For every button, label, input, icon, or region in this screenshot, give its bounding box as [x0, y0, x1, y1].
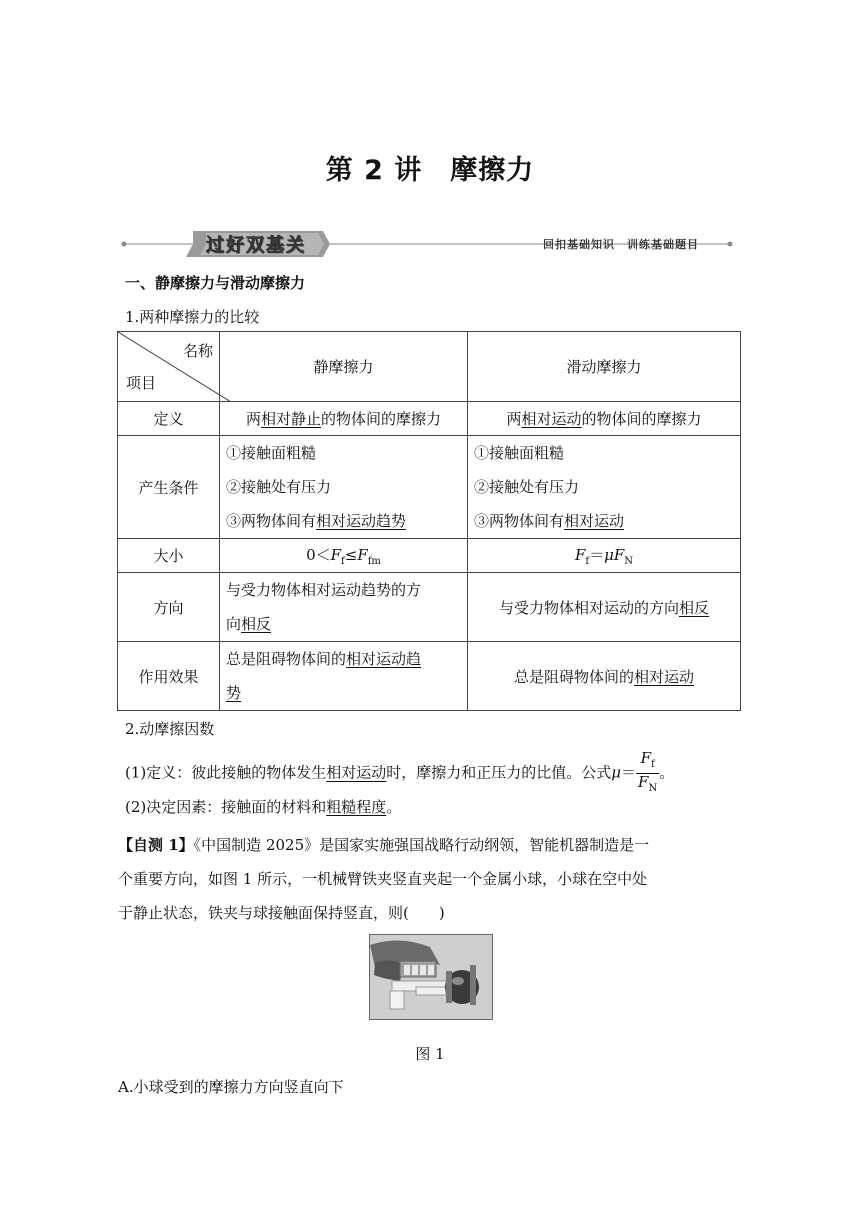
header-sliding: 滑动摩擦力 — [468, 332, 741, 402]
row-label: 产生条件 — [118, 436, 220, 539]
cell-sliding-conditions: ①接触面粗糙 ②接触处有压力 ③两物体间有相对运动 — [468, 436, 741, 539]
corner-label-item: 项目 — [126, 374, 157, 392]
subheading-coefficient: 2.动摩擦因数 — [125, 720, 215, 738]
table-row — [118, 436, 741, 539]
comparison-table — [117, 331, 741, 711]
paragraph-definition: (1)定义：彼此接触的物体发生相对运动时，摩擦力和正压力的比值。公式μ＝ $\frac{F_f}{F_N}$ 。 — [125, 750, 674, 797]
header-static: 静摩擦力 — [220, 332, 468, 402]
row-label: 大小 — [118, 539, 220, 573]
subheading-comparison: 1.两种摩擦力的比较 — [125, 308, 260, 326]
row-label: 定义 — [118, 402, 220, 436]
banner-title: 过好双基关 — [206, 235, 306, 256]
option-a: A.小球受到的摩擦力方向竖直向下 — [118, 1078, 344, 1096]
section-banner — [118, 230, 738, 258]
table-row — [118, 539, 741, 573]
cell-static-effect: 总是阻碍物体间的相对运动趋 势 — [220, 642, 468, 711]
cell-sliding-definition: 两相对运动的物体间的摩擦力 — [468, 402, 741, 436]
row-label: 作用效果 — [118, 642, 220, 711]
paragraph-factors: (2)决定因素：接触面的材料和粗糙程度。 — [125, 798, 402, 816]
row-label: 方向 — [118, 573, 220, 642]
cell-static-conditions: ①接触面粗糙 ②接触处有压力 ③两物体间有相对运动趋势 — [220, 436, 468, 539]
table-row — [118, 642, 741, 711]
banner-subtitle: 回扣基础知识 训练基础题目 — [543, 238, 699, 251]
cell-static-definition: 两相对静止的物体间的摩擦力 — [220, 402, 468, 436]
corner-label-name: 名称 — [182, 342, 213, 360]
question-tag: 【自测 1】 — [118, 836, 194, 854]
cell-static-magnitude: $0<F_f\le F_{fm}$ — [220, 539, 468, 573]
cell-sliding-direction: 与受力物体相对运动的方向相反 — [468, 573, 741, 642]
robot-arm-illustration — [370, 935, 492, 1019]
table-row — [118, 573, 741, 642]
section-heading: 一、静摩擦力与滑动摩擦力 — [125, 274, 306, 292]
cell-sliding-effect: 总是阻碍物体间的相对运动 — [468, 642, 741, 711]
table-corner — [118, 332, 220, 402]
cell-static-direction: 与受力物体相对运动趋势的方 向相反 — [220, 573, 468, 642]
cell-sliding-magnitude: $F_f=\mu F_N$ — [468, 539, 741, 573]
question-self-test: 【自测 1】《中国制造 2025》是国家实施强国战略行动纲领，智能机器制造是一 个重要方向，如图 1 所示，一机械臂铁夹竖直夹起一个金属小球，小球在空中处 于静止状态，铁夹与球接触面保持竖直，则( ) — [118, 836, 650, 922]
formula-fraction: $\frac{F_f}{F_N}$ — [638, 749, 658, 794]
table-row — [118, 402, 741, 436]
figure-robot-arm-photo — [369, 934, 493, 1020]
figure-caption: 图 1 — [415, 1045, 445, 1063]
page-title: 第 2 讲 摩擦力 — [325, 155, 535, 186]
